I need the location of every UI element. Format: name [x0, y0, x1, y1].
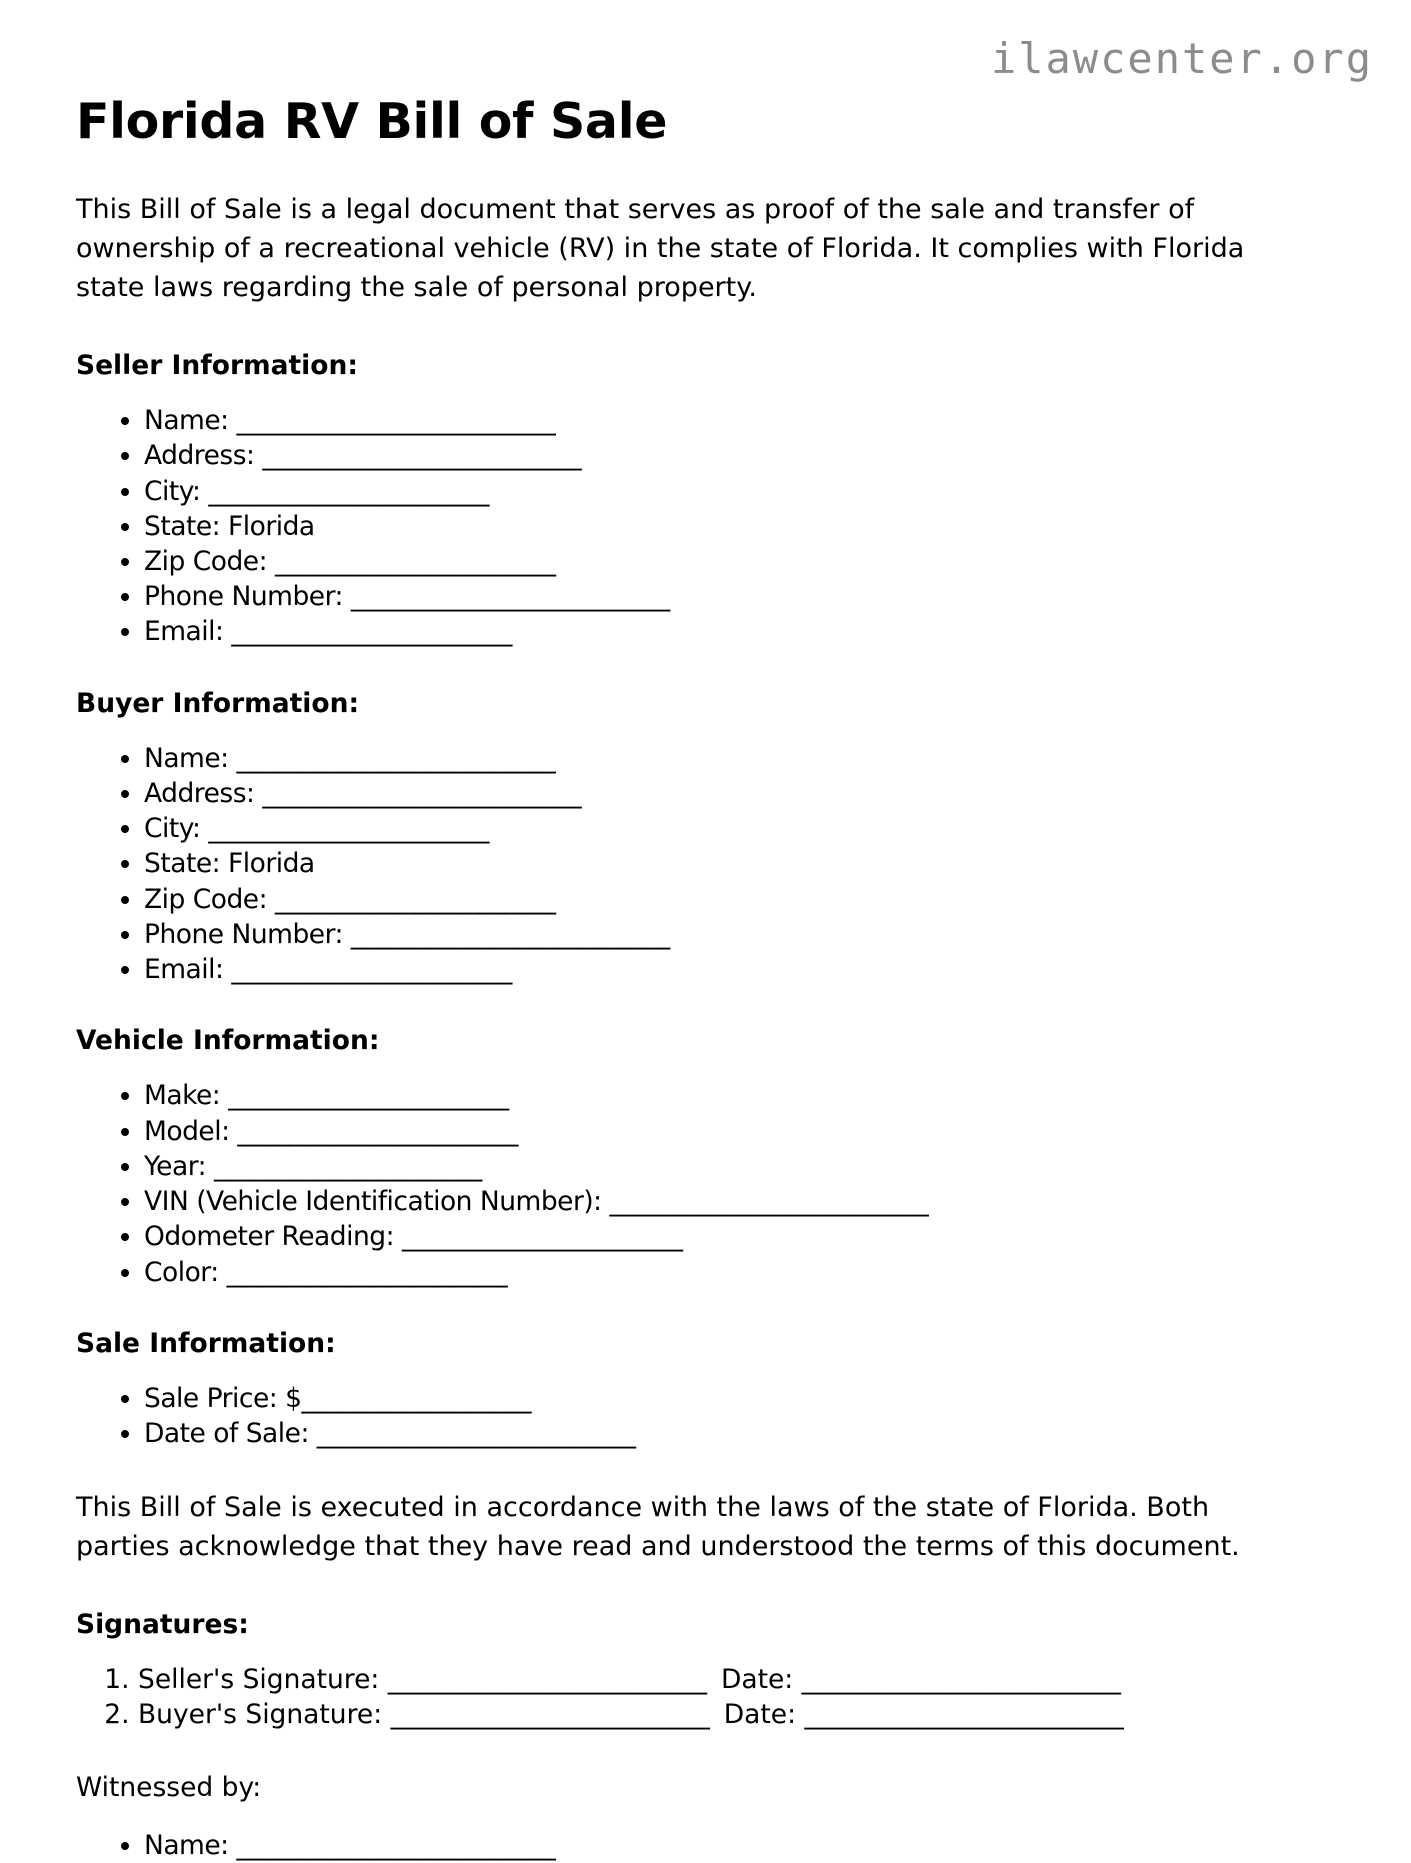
- field-vehicle-model[interactable]: • Model: ______________________: [144, 1114, 1322, 1149]
- field-buyer-phone[interactable]: • Phone Number: _________________________: [144, 917, 1322, 952]
- field-buyer-city[interactable]: • City: ______________________: [144, 811, 1322, 846]
- field-buyer-address[interactable]: • Address: _________________________: [144, 776, 1322, 811]
- field-buyer-name[interactable]: • Name: _________________________: [144, 741, 1322, 776]
- seller-signature-label: Seller's Signature:: [138, 1663, 388, 1695]
- field-vehicle-year[interactable]: • Year: _____________________: [144, 1149, 1322, 1184]
- buyer-signature-line[interactable]: _________________________: [390, 1699, 710, 1731]
- seller-date-label: Date:: [712, 1663, 802, 1695]
- document-body: [76, 93, 1322, 1863]
- field-buyer-email[interactable]: • Email: ______________________: [144, 952, 1322, 987]
- field-seller-email[interactable]: • Email: ______________________: [144, 614, 1322, 649]
- field-vehicle-color[interactable]: • Color: ______________________: [144, 1255, 1322, 1290]
- field-seller-state: • State: Florida: [144, 509, 1322, 544]
- signatures-heading: Signatures:: [76, 1608, 249, 1640]
- seller-information-heading: Seller Information:: [76, 350, 358, 382]
- field-seller-zip[interactable]: • Zip Code: ______________________: [144, 544, 1322, 579]
- field-vehicle-odometer[interactable]: • Odometer Reading: ______________________: [144, 1219, 1322, 1254]
- vehicle-information-heading: Vehicle Information:: [76, 1025, 380, 1057]
- seller-date-line[interactable]: _________________________: [801, 1663, 1121, 1695]
- field-sale-price[interactable]: • Sale Price: $__________________: [144, 1381, 1322, 1416]
- field-vehicle-make[interactable]: • Make: ______________________: [144, 1078, 1322, 1113]
- field-buyer-zip[interactable]: • Zip Code: ______________________: [144, 882, 1322, 917]
- intro-paragraph: This Bill of Sale is a legal document that serves as proof of the sale and transfer of ownership of a recreational vehicle (RV) in the state of Florida. It complies with Florida state laws regarding the sale of personal property.: [76, 194, 1245, 304]
- field-seller-name[interactable]: • Name: _________________________: [144, 403, 1322, 438]
- field-vehicle-vin[interactable]: • VIN (Vehicle Identification Number): _________________________: [144, 1184, 1322, 1219]
- signature-row-seller: [138, 1662, 1322, 1697]
- execution-paragraph: This Bill of Sale is executed in accordance with the laws of the state of Florida. Both parties acknowledge that they have read and understood the terms of this document.: [76, 1492, 1240, 1563]
- sale-information-heading: Sale Information:: [76, 1327, 336, 1359]
- signature-list: [76, 1662, 1322, 1732]
- signature-row-buyer: [138, 1697, 1322, 1732]
- field-seller-city[interactable]: • City: ______________________: [144, 474, 1322, 509]
- site-watermark: ilawcenter.org: [990, 34, 1373, 83]
- buyer-date-label: Date:: [715, 1699, 805, 1731]
- field-buyer-state: • State: Florida: [144, 846, 1322, 881]
- seller-information-fields: [76, 403, 1322, 650]
- vehicle-information-fields: [76, 1078, 1322, 1289]
- buyer-signature-label: Buyer's Signature:: [138, 1699, 391, 1731]
- field-witness-name[interactable]: • Name: _________________________: [144, 1828, 1322, 1863]
- field-sale-date[interactable]: • Date of Sale: _________________________: [144, 1416, 1322, 1451]
- seller-signature-line[interactable]: _________________________: [387, 1663, 707, 1695]
- buyer-information-fields: [76, 741, 1322, 988]
- field-seller-phone[interactable]: • Phone Number: _________________________: [144, 579, 1322, 614]
- buyer-date-line[interactable]: _________________________: [804, 1699, 1124, 1731]
- field-seller-address[interactable]: • Address: _________________________: [144, 438, 1322, 473]
- witnessed-by-heading: Witnessed by:: [76, 1772, 262, 1804]
- buyer-information-heading: Buyer Information:: [76, 687, 360, 719]
- page-title: Florida RV Bill of Sale: [76, 93, 668, 150]
- witness-fields: [76, 1828, 1322, 1863]
- sale-information-fields: [76, 1381, 1322, 1451]
